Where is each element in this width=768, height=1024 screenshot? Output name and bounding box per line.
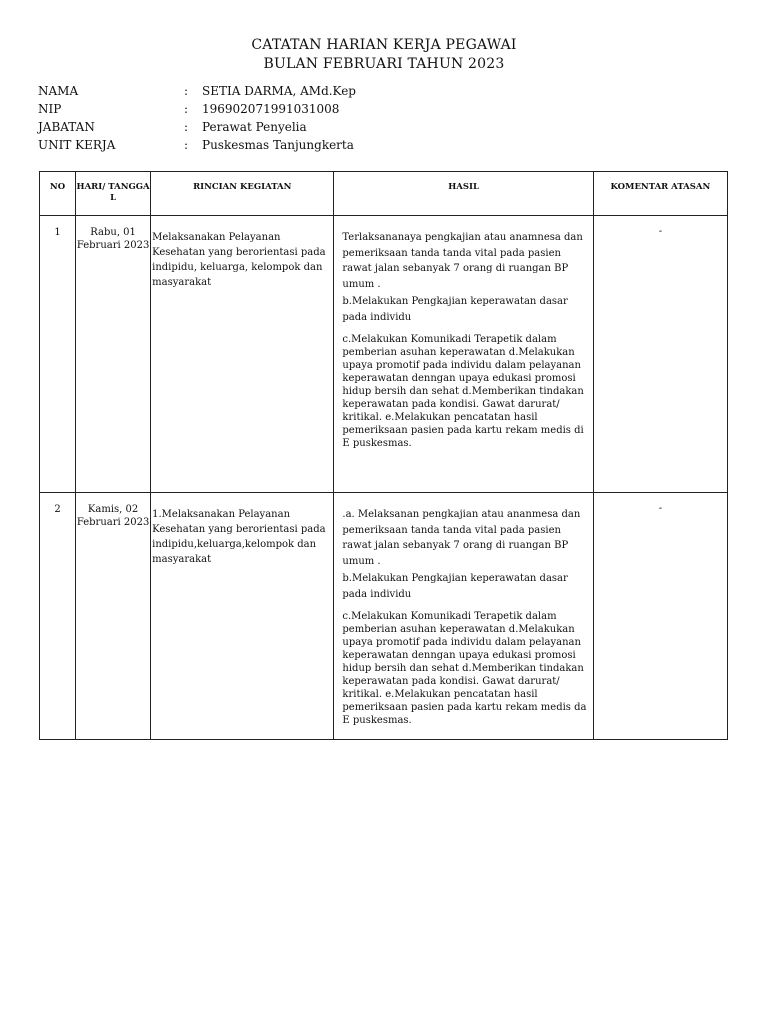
document-subtitle: BULAN FEBRUARI TAHUN 2023 bbox=[263, 56, 505, 72]
cell-hari-tanggal: Rabu, 01 Februari 2023 bbox=[76, 216, 151, 493]
table-row bbox=[40, 493, 728, 740]
cell-rincian-kegiatan: Melaksanakan Pelayanan Kesehatan yang berorientasi pada indipidu, keluarga, kelompok dan masyarakat bbox=[151, 216, 334, 493]
hasil-part-c: c.Melakukan Komunikadi Terapetik dalam pemberian asuhan keperawatan d.Melakukan upaya promotif pada individu dalam pelayanan keperawatan denngan upaya edukasi promosi hidup bersih dan sehat d.Memberikan tindakan keperawatan pada kondisi. Gawat darurat/ kritikal. e.Melakukan pencatatan hasil pemeriksaan pasien pada kartu rekam medis da E puskesmas. bbox=[342, 611, 587, 726]
header-rincian-kegiatan: RINCIAN KEGIATAN bbox=[151, 172, 334, 216]
info-row-nama bbox=[38, 82, 356, 100]
table-row bbox=[40, 216, 728, 493]
cell-rincian-kegiatan: 1.Melaksanakan Pelayanan Kesehatan yang berorientasi pada indipidu,keluarga,kelompok dan masyarakat bbox=[151, 493, 334, 740]
document-title: CATATAN HARIAN KERJA PEGAWAI bbox=[251, 37, 517, 53]
info-row-jabatan bbox=[38, 118, 356, 136]
cell-komentar-atasan: - bbox=[593, 493, 727, 740]
info-colon: : bbox=[184, 138, 189, 152]
info-value-nama: SETIA DARMA, AMd.Kep bbox=[202, 84, 356, 98]
header-no: NO bbox=[40, 172, 76, 216]
info-value-nip: 196902071991031008 bbox=[202, 102, 340, 116]
hasil-part-a: Terlaksananaya pengkajian atau anamnesa dan pemeriksaan tanda tanda vital pada pasien rawat jalan sebanyak 7 orang di ruangan BP umum . bbox=[342, 232, 583, 290]
info-label: UNIT KERJA bbox=[38, 138, 116, 152]
info-row-nip bbox=[38, 100, 356, 118]
info-value-jabatan: Perawat Penyelia bbox=[202, 120, 307, 134]
info-label: NIP bbox=[38, 102, 62, 116]
info-value-unit-kerja: Puskesmas Tanjungkerta bbox=[202, 138, 354, 152]
info-colon: : bbox=[184, 120, 189, 134]
header-komentar-atasan: KOMENTAR ATASAN bbox=[593, 172, 727, 216]
table-header-row bbox=[40, 172, 728, 216]
header-hari-tanggal: HARI/ TANGGA L bbox=[76, 172, 151, 216]
header-hasil: HASIL bbox=[334, 172, 593, 216]
info-colon: : bbox=[184, 102, 189, 116]
info-row-unit-kerja bbox=[38, 136, 356, 154]
hasil-part-c: c.Melakukan Komunikadi Terapetik dalam pemberian asuhan keperawatan d.Melakukan upaya promotif pada individu dalam pelayanan keperawatan denngan upaya edukasi promosi hidup bersih dan sehat d.Memberikan tindakan keperawatan pada kondisi. Gawat darurat/ kritikal. e.Melakukan pencatatan hasil pemeriksaan pasien pada kartu rekam medis di E puskesmas. bbox=[342, 334, 584, 449]
employee-info bbox=[38, 82, 356, 154]
cell-hasil bbox=[334, 216, 593, 493]
cell-komentar-atasan: - bbox=[593, 216, 727, 493]
info-label: JABATAN bbox=[38, 120, 95, 134]
info-label: NAMA bbox=[38, 84, 79, 98]
daily-log-table bbox=[39, 171, 728, 740]
hasil-part-a: .a. Melaksanan pengkajian atau ananmesa dan pemeriksaan tanda tanda vital pada pasien rawat jalan sebanyak 7 orang di ruangan BP umum . bbox=[342, 509, 581, 567]
hasil-part-b: b.Melakukan Pengkajian keperawatan dasar pada individu bbox=[342, 573, 568, 600]
cell-hari-tanggal: Kamis, 02 Februari 2023 bbox=[76, 493, 151, 740]
info-colon: : bbox=[184, 84, 189, 98]
hasil-part-b: b.Melakukan Pengkajian keperawatan dasar pada individu bbox=[342, 296, 568, 323]
cell-hasil bbox=[334, 493, 593, 740]
cell-no: 2 bbox=[40, 493, 76, 740]
cell-no: 1 bbox=[40, 216, 76, 493]
